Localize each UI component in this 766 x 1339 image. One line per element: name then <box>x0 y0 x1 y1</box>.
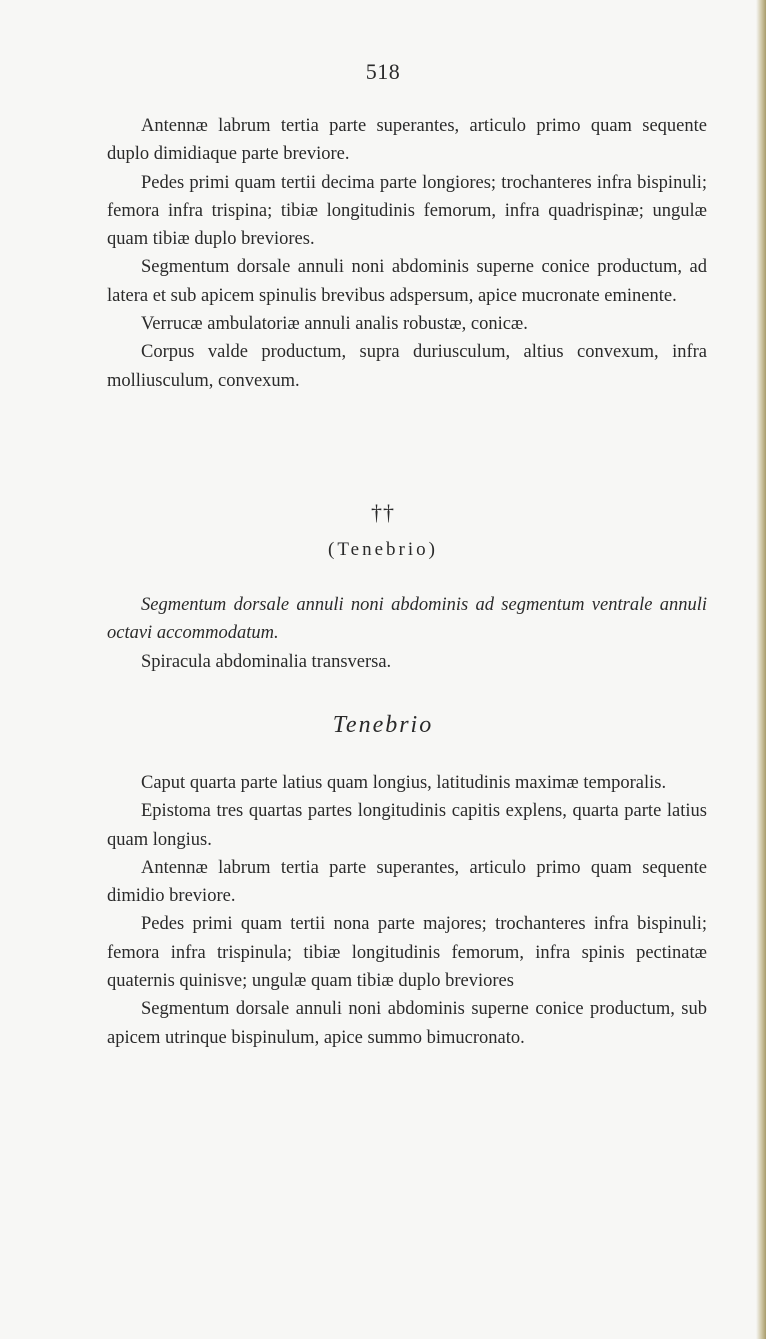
italic-paragraph: Segmentum dorsale annuli noni abdominis ad segmentum ventrale annuli octavi accommodatum. <box>107 595 707 644</box>
paragraph: Antennæ labrum tertia parte superantes, articulo primo quam sequente duplo dimidiaque parte breviore. <box>107 116 707 165</box>
paragraph: Antennæ labrum tertia parte superantes, articulo primo quam sequente dimidio breviore. <box>107 857 707 907</box>
paragraph: Spiracula abdominalia transversa. <box>141 651 392 672</box>
paragraph: Segmentum dorsale annuli noni abdominis superne conice productum, sub apicem utrinque bispinulum, apice summo bimucronato. <box>107 999 707 1048</box>
paragraph: Corpus valde productum, supra duriusculum, altius convexum, infra molliusculum, convexum. <box>107 342 707 391</box>
paragraph: Pedes primi quam tertii nona parte majores; trochanteres infra bispinuli; femora infra trispinula; tibiæ longitudinis femorum, infra spinis pectinatæ quaternis quinisve; ungulæ quam tibiæ duplo breviores <box>107 914 707 992</box>
paragraph: Pedes primi quam tertii decima parte longiores; trochanteres infra bispinuli; femora infra trispina; tibiæ longitudinis femorum, infra quadrispinæ; ungulæ quam tibiæ duplo breviores. <box>107 172 707 250</box>
text-block-1 <box>107 112 707 395</box>
dagger-section-mark: †† <box>371 500 395 525</box>
paragraph: Epistoma tres quartas partes longitudinis capitis explens, quarta parte latius quam longius. <box>107 801 707 850</box>
page-number: 518 <box>365 59 401 84</box>
subgroup-heading: (Tenebrio) <box>328 539 438 560</box>
text-block-2 <box>107 591 707 676</box>
text-block-3 <box>107 769 707 1052</box>
paragraph: Segmentum dorsale annuli noni abdominis superne conice productum, ad latera et sub apicem spinulis brevibus adspersum, apice mucronate eminente. <box>107 257 707 306</box>
genus-heading: Tenebrio <box>332 712 434 738</box>
paragraph: Caput quarta parte latius quam longius, latitudinis maximæ temporalis. <box>141 773 667 793</box>
page-edge-shadow <box>756 0 766 1339</box>
paragraph: Verrucæ ambulatoriæ annuli analis robustæ, conicæ. <box>141 314 528 335</box>
